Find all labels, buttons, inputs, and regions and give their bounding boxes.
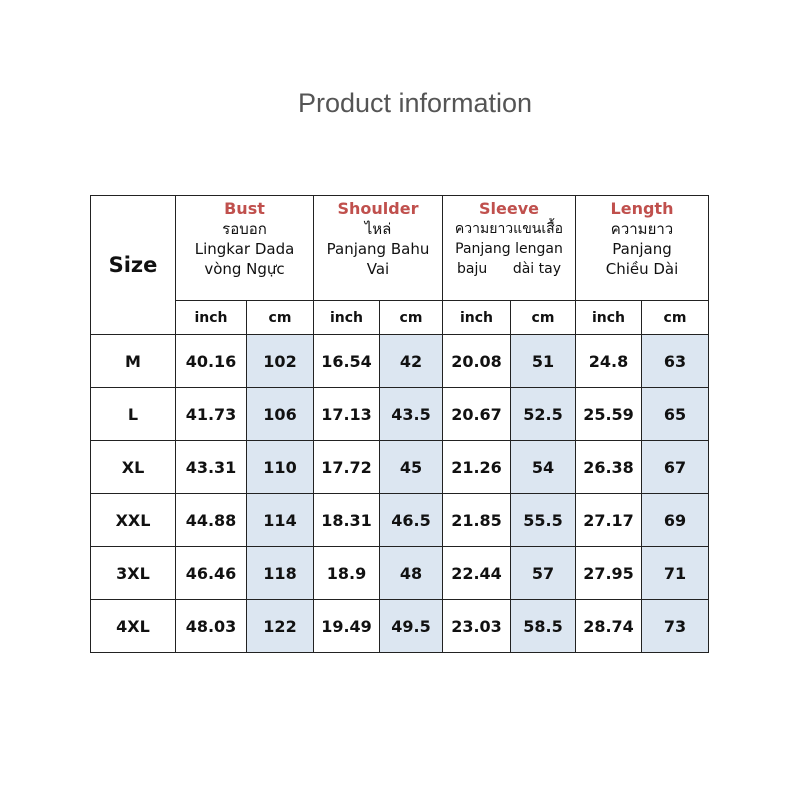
length-inch-cell: 25.59: [576, 388, 642, 441]
length-inch-cell: 26.38: [576, 441, 642, 494]
sleeve-inch-cell: 23.03: [443, 600, 511, 653]
bust-cm-cell: 110: [247, 441, 314, 494]
sleeve-label-baju: baju: [457, 261, 488, 277]
sleeve-inch-cell: 21.85: [443, 494, 511, 547]
shoulder-inch-cell: 18.31: [314, 494, 380, 547]
length-cm-cell: 65: [642, 388, 709, 441]
table-row: [91, 335, 709, 388]
sleeve-cm-cell: 51: [511, 335, 576, 388]
size-cell: XXL: [91, 494, 176, 547]
sleeve-cm-cell: 55.5: [511, 494, 576, 547]
length-header: [576, 196, 709, 301]
sleeve-title: Sleeve: [479, 199, 539, 218]
size-cell: XL: [91, 441, 176, 494]
shoulder-inch-cell: 17.72: [314, 441, 380, 494]
length-title: Length: [610, 199, 674, 218]
shoulder-cm-cell: 45: [380, 441, 443, 494]
shoulder-title: Shoulder: [337, 199, 419, 218]
length-label-indonesian: Panjang: [612, 240, 672, 258]
length-inch-cell: 28.74: [576, 600, 642, 653]
unit-header-cm: cm: [642, 301, 709, 335]
shoulder-inch-cell: 16.54: [314, 335, 380, 388]
table-row: [91, 388, 709, 441]
table-row: [91, 600, 709, 653]
bust-inch-cell: 43.31: [176, 441, 247, 494]
sleeve-label-thai: ความยาวแขนเสื้อ: [454, 221, 564, 237]
shoulder-header: [314, 196, 443, 301]
size-cell: L: [91, 388, 176, 441]
sleeve-inch-cell: 20.08: [443, 335, 511, 388]
sleeve-cm-cell: 57: [511, 547, 576, 600]
page-title: Product information: [297, 88, 533, 118]
shoulder-label-vietnamese: Vai: [366, 260, 390, 278]
shoulder-cm-cell: 48: [380, 547, 443, 600]
length-inch-cell: 24.8: [576, 335, 642, 388]
unit-header-inch: inch: [576, 301, 642, 335]
sleeve-header: [443, 196, 576, 301]
table-row: [91, 441, 709, 494]
bust-label-vietnamese: vòng Ngực: [204, 260, 285, 278]
unit-header-cm: cm: [247, 301, 314, 335]
bust-cm-cell: 102: [247, 335, 314, 388]
sleeve-label-vietnamese: dài tay: [512, 261, 561, 277]
shoulder-cm-cell: 46.5: [380, 494, 443, 547]
bust-inch-cell: 48.03: [176, 600, 247, 653]
sleeve-cm-cell: 54: [511, 441, 576, 494]
length-cm-cell: 63: [642, 335, 709, 388]
shoulder-inch-cell: 17.13: [314, 388, 380, 441]
length-inch-cell: 27.17: [576, 494, 642, 547]
bust-label-thai: รอบอก: [222, 220, 267, 238]
unit-header-inch: inch: [314, 301, 380, 335]
unit-header-inch: inch: [443, 301, 511, 335]
shoulder-inch-cell: 18.9: [314, 547, 380, 600]
bust-header: [176, 196, 314, 301]
table-row: [91, 494, 709, 547]
length-cm-cell: 69: [642, 494, 709, 547]
length-cm-cell: 73: [642, 600, 709, 653]
shoulder-inch-cell: 19.49: [314, 600, 380, 653]
size-cell: 4XL: [91, 600, 176, 653]
length-cm-cell: 67: [642, 441, 709, 494]
bust-title: Bust: [224, 199, 265, 218]
sleeve-inch-cell: 21.26: [443, 441, 511, 494]
sleeve-inch-cell: 22.44: [443, 547, 511, 600]
sleeve-inch-cell: 20.67: [443, 388, 511, 441]
bust-cm-cell: 114: [247, 494, 314, 547]
sleeve-cm-cell: 52.5: [511, 388, 576, 441]
size-cell: 3XL: [91, 547, 176, 600]
sleeve-cm-cell: 58.5: [511, 600, 576, 653]
bust-inch-cell: 40.16: [176, 335, 247, 388]
sleeve-label-last-line: [443, 259, 575, 279]
unit-header-inch: inch: [176, 301, 247, 335]
size-cell: M: [91, 335, 176, 388]
bust-inch-cell: 41.73: [176, 388, 247, 441]
shoulder-label-thai: ไหล่: [364, 220, 392, 238]
length-inch-cell: 27.95: [576, 547, 642, 600]
bust-cm-cell: 118: [247, 547, 314, 600]
bust-inch-cell: 44.88: [176, 494, 247, 547]
bust-cm-cell: 106: [247, 388, 314, 441]
unit-header-cm: cm: [380, 301, 443, 335]
length-label-thai: ความยาว: [610, 220, 674, 238]
table-row: [91, 547, 709, 600]
shoulder-cm-cell: 43.5: [380, 388, 443, 441]
size-chart-table: [90, 195, 709, 653]
length-cm-cell: 71: [642, 547, 709, 600]
table-body: [91, 335, 709, 653]
bust-inch-cell: 46.46: [176, 547, 247, 600]
shoulder-cm-cell: 42: [380, 335, 443, 388]
shoulder-cm-cell: 49.5: [380, 600, 443, 653]
length-label-vietnamese: Chiều Dài: [605, 260, 679, 278]
sleeve-label-indonesian: Panjang lengan: [455, 241, 563, 257]
unit-header-cm: cm: [511, 301, 576, 335]
size-column-header: Size: [91, 196, 176, 335]
shoulder-label-indonesian: Panjang Bahu: [326, 240, 430, 258]
bust-label-indonesian: Lingkar Dada: [194, 240, 295, 258]
bust-cm-cell: 122: [247, 600, 314, 653]
